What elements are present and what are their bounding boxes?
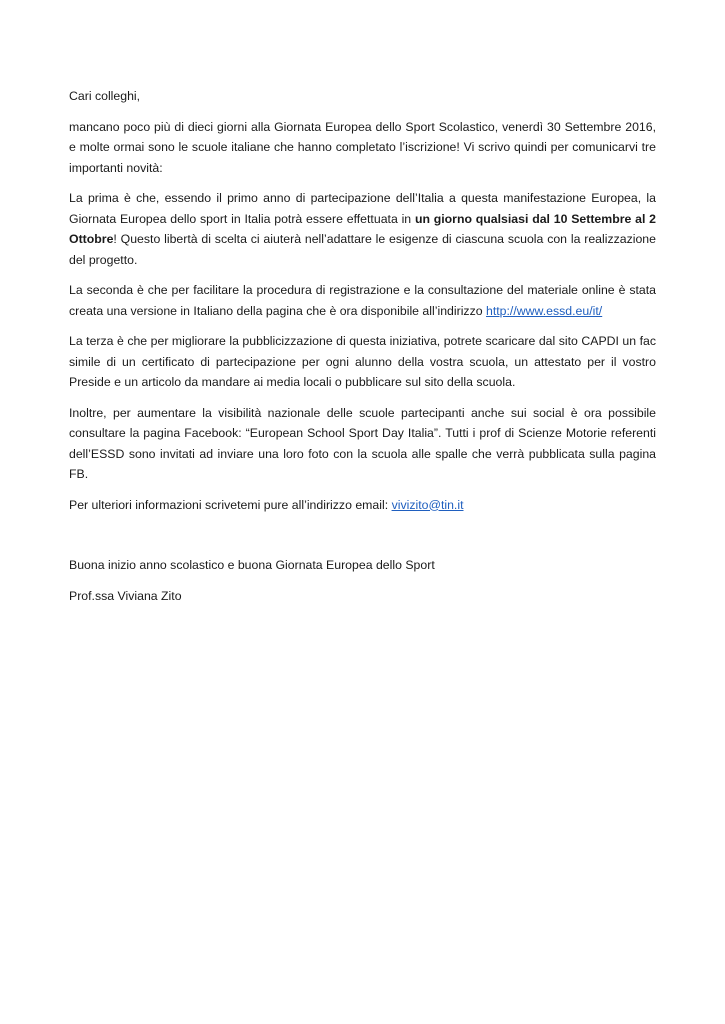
paragraph-first-news-text: La prima è che, essendo il primo anno di partecipazione dell’Italia a questa manifestazione Europea, la Giornata Europea dello sport in Italia potrà essere effettuata in [69,191,656,226]
paragraph-contact-text: Per ulteriori informazioni scrivetemi pure all’indirizzo email: [69,497,392,512]
greeting: Cari colleghi, [69,89,141,103]
date-range-highlight: un giorno qualsiasi dal 10 Settembre al 2 Ottobre [69,211,657,246]
paragraph-first-news [69,188,656,270]
email-link[interactable]: vivizito@tin.it [391,497,464,512]
signature: Prof.ssa Viviana Zito [69,588,182,603]
paragraph-contact [69,495,656,516]
paragraph-second-news [69,280,656,321]
paragraph-third-news: La terza è che per migliorare la pubblicizzazione di questa iniziativa, potrete scaricare dal sito CAPDI un fac simile di un certificato di partecipazione per ogni alunno della vostra scuola, un attestato per il vostro Preside e un articolo da mandare ai media locali o pubblicare sul sito della scuola. [69,334,656,389]
paragraph-second-news-text: La seconda è che per facilitare la procedura di registrazione e la consultazione del materiale online è stata creata una versione in Italiano della pagina che è ora disponibile all’indirizzo [69,283,656,318]
letter-body [69,86,656,616]
paragraph-first-news-text-end: ! Questo libertà di scelta ci aiuterà nell’adattare le esigenze di ciascuna scuola con la realizzazione del progetto. [69,232,656,267]
spacer [69,525,656,555]
paragraph-social: Inoltre, per aumentare la visibilità nazionale delle scuole partecipanti anche sui social è ora possibile consultare la pagina Facebook: “European School Sport Day Italia”. Tutti i prof di Scienze Motorie referenti dell’ESSD sono invitati ad inviare una loro foto con la scuola alle spalle che verrà pubblicata sulla pagina FB. [69,405,656,481]
paragraph-intro: mancano poco più di dieci giorni alla Giornata Europea dello Sport Scolastico, venerdì 30 Settembre 2016, e molte ormai sono le scuole italiane che hanno completato l’iscrizione! Vi scrivo quindi per comunicarvi tre importanti novità: [69,119,656,175]
essd-website-link[interactable]: http://www.essd.eu/it/ [486,303,603,318]
closing: Buona inizio anno scolastico e buona Giornata Europea dello Sport [69,558,435,572]
